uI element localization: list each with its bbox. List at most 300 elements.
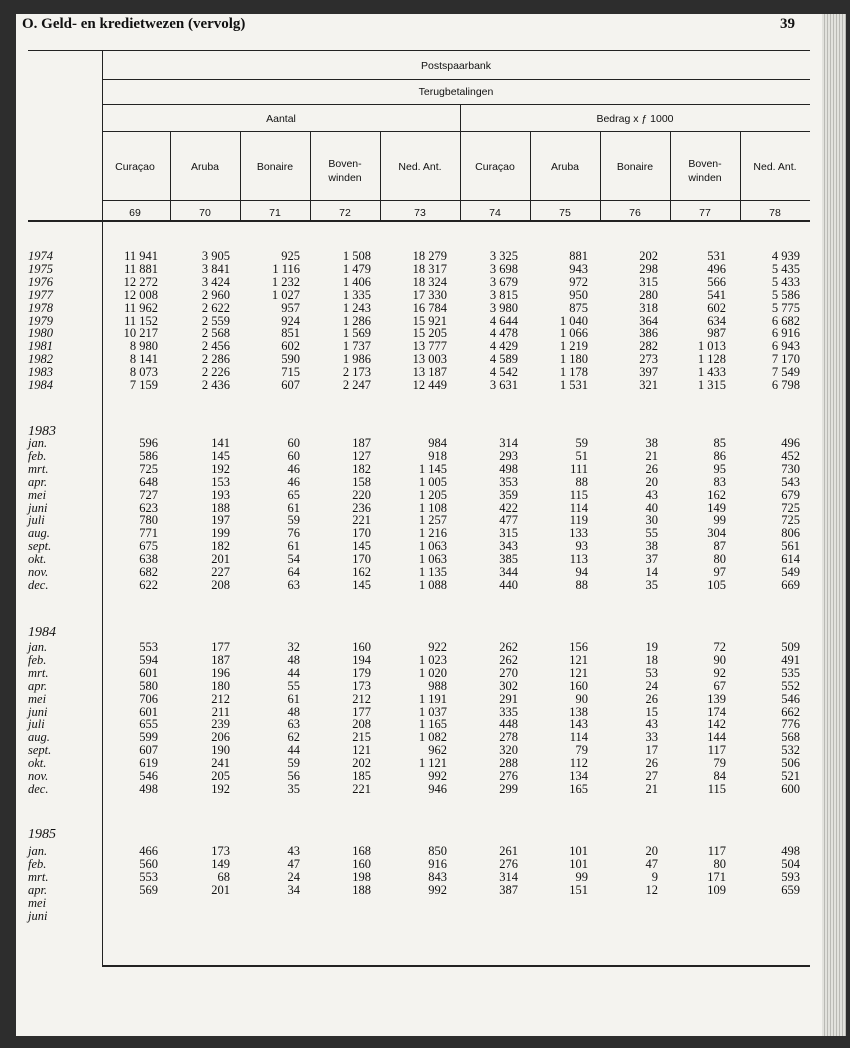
table-cell: 76: [287, 526, 300, 541]
row-label: feb.: [28, 448, 47, 463]
table-cell: 24: [287, 869, 300, 884]
row-label: mei: [28, 487, 47, 502]
table-cell: 6 916: [771, 326, 800, 341]
table-cell: 56: [287, 769, 300, 783]
table-cell: 47: [287, 856, 300, 871]
table-rule: [740, 131, 741, 221]
column-number: 71: [269, 207, 281, 219]
table-cell: 12: [645, 882, 658, 897]
column-number: 69: [129, 207, 141, 219]
table-cell: 111: [570, 461, 588, 476]
table-cell: 15 921: [412, 313, 447, 328]
book-page-edge: [822, 14, 846, 1036]
table-cell: 602: [707, 300, 726, 315]
header-section: Terugbetalingen: [418, 86, 494, 98]
column-header: Boven- winden: [688, 158, 722, 184]
table-cell: 227: [211, 565, 230, 579]
table-cell: 201: [211, 882, 230, 897]
table-cell: 101: [569, 856, 588, 871]
table-cell: 114: [569, 730, 588, 745]
table-cell: 498: [781, 844, 800, 858]
table-cell: 26: [645, 461, 658, 476]
table-cell: 19: [645, 640, 658, 654]
row-label: 1976: [28, 274, 53, 289]
table-cell: 730: [781, 461, 800, 476]
table-cell: 177: [352, 704, 371, 719]
table-cell: 1 128: [697, 352, 726, 367]
table-cell: 20: [645, 844, 658, 858]
row-label: sept.: [28, 539, 52, 554]
table-cell: 83: [713, 474, 726, 489]
table-cell: 1 013: [697, 339, 726, 354]
table-cell: 149: [211, 856, 230, 871]
table-cell: 212: [352, 691, 371, 706]
table-cell: 145: [211, 448, 230, 463]
table-cell: 552: [781, 678, 800, 693]
row-label: juni: [28, 908, 48, 923]
table-cell: 27: [645, 769, 658, 783]
table-cell: 3 980: [489, 300, 518, 315]
table-cell: 51: [575, 448, 588, 463]
table-cell: 168: [352, 844, 371, 858]
header-group-bedrag: Bedrag x ƒ 1000: [596, 113, 674, 125]
table-cell: 113: [569, 552, 588, 567]
table-cell: 18 317: [412, 261, 447, 276]
table-cell: 215: [352, 730, 371, 745]
table-cell: 315: [639, 274, 658, 289]
table-cell: 33: [645, 730, 658, 745]
table-cell: 43: [287, 844, 300, 858]
table-cell: 2 247: [342, 378, 371, 392]
table-cell: 599: [139, 730, 158, 745]
table-cell: 202: [639, 249, 658, 263]
table-cell: 622: [139, 577, 158, 592]
table-cell: 115: [707, 781, 726, 796]
table-cell: 11 152: [124, 313, 158, 328]
table-cell: 1 108: [418, 500, 447, 515]
row-label: juni: [28, 500, 48, 515]
table-cell: 881: [569, 249, 588, 263]
table-cell: 46: [287, 461, 300, 476]
column-header: Curaçao: [115, 161, 155, 173]
table-cell: 1 219: [559, 339, 588, 354]
table-cell: 10 217: [123, 326, 158, 341]
table-cell: 553: [139, 640, 158, 654]
table-cell: 1 027: [271, 287, 300, 302]
table-cell: 1 569: [342, 326, 371, 341]
row-label: sept.: [28, 743, 52, 758]
table-cell: 335: [499, 704, 518, 719]
table-rule: [102, 965, 810, 967]
table-cell: 59: [575, 436, 588, 450]
table-rule: [530, 131, 531, 221]
table-cell: 315: [499, 526, 518, 541]
table-cell: 506: [781, 756, 800, 771]
table-cell: 607: [139, 743, 158, 758]
table-cell: 67: [713, 678, 726, 693]
table-cell: 165: [569, 781, 588, 796]
table-cell: 1 063: [418, 552, 447, 567]
table-cell: 15: [645, 704, 658, 719]
table-cell: 162: [707, 487, 726, 502]
table-cell: 99: [575, 869, 588, 884]
table-cell: 80: [713, 552, 726, 567]
table-cell: 943: [569, 261, 588, 276]
table-cell: 2 173: [342, 365, 371, 380]
table-cell: 185: [352, 769, 371, 783]
row-label: aug.: [28, 526, 50, 541]
table-cell: 1 063: [418, 539, 447, 554]
table-cell: 88: [575, 474, 588, 489]
row-label: jan.: [28, 640, 48, 654]
table-cell: 221: [352, 781, 371, 796]
table-cell: 715: [281, 365, 300, 380]
page-number: 39: [780, 16, 795, 32]
row-label: 1981: [28, 339, 53, 354]
row-label: nov.: [28, 769, 49, 783]
row-label: juli: [28, 717, 45, 732]
table-cell: 4 478: [489, 326, 518, 341]
table-cell: 208: [352, 717, 371, 732]
table-cell: 992: [428, 882, 447, 897]
table-cell: 314: [499, 436, 518, 450]
table-cell: 59: [287, 756, 300, 771]
table-cell: 280: [639, 287, 658, 302]
table-cell: 601: [139, 704, 158, 719]
table-cell: 662: [781, 704, 800, 719]
table-cell: 18: [645, 652, 658, 667]
table-cell: 655: [139, 717, 158, 732]
table-cell: 607: [281, 378, 300, 392]
table-cell: 648: [139, 474, 158, 489]
column-header: Aruba: [190, 161, 220, 173]
row-label: 1979: [28, 313, 53, 328]
table-cell: 141: [211, 436, 230, 450]
table-cell: 144: [707, 730, 726, 745]
table-cell: 359: [499, 487, 518, 502]
table-rule: [380, 131, 381, 221]
table-cell: 3 679: [489, 274, 518, 289]
table-cell: 170: [352, 526, 371, 541]
table-cell: 4 542: [489, 365, 518, 380]
table-cell: 143: [569, 717, 588, 732]
table-cell: 634: [707, 313, 726, 328]
table-cell: 3 631: [489, 378, 518, 392]
table-cell: 601: [139, 665, 158, 680]
table-cell: 638: [139, 552, 158, 567]
table-cell: 134: [569, 769, 588, 783]
row-label: dec.: [28, 577, 49, 592]
table-cell: 1 205: [418, 487, 447, 502]
table-cell: 20: [645, 474, 658, 489]
table-cell: 197: [211, 513, 230, 528]
table-cell: 79: [713, 756, 726, 771]
group-label: 1983: [28, 424, 56, 439]
table-cell: 1 986: [342, 352, 371, 367]
table-cell: 3 698: [489, 261, 518, 276]
table-cell: 440: [499, 577, 518, 592]
table-cell: 194: [352, 652, 371, 667]
table-cell: 1 020: [418, 665, 447, 680]
table-cell: 950: [569, 287, 588, 302]
table-cell: 93: [575, 539, 588, 554]
table-cell: 160: [352, 856, 371, 871]
row-label: juli: [28, 513, 45, 528]
table-cell: 3 424: [201, 274, 230, 289]
table-cell: 12 449: [412, 378, 447, 392]
table-cell: 199: [211, 526, 230, 541]
table-cell: 1 082: [418, 730, 447, 745]
row-label: jan.: [28, 844, 48, 858]
table-cell: 602: [281, 339, 300, 354]
table-cell: 1 479: [342, 261, 371, 276]
table-cell: 282: [639, 339, 658, 354]
table-cell: 521: [781, 769, 800, 783]
table-rule: [600, 131, 601, 221]
table-cell: 5 586: [771, 287, 800, 302]
table-cell: 509: [781, 640, 800, 654]
table-cell: 198: [352, 869, 371, 884]
table-cell: 276: [499, 856, 518, 871]
table-cell: 201: [211, 552, 230, 567]
row-label: 1975: [28, 261, 53, 276]
row-label: 1980: [28, 326, 53, 341]
table-cell: 1 315: [697, 378, 726, 392]
table-rule: [670, 131, 671, 221]
table-cell: 95: [713, 461, 726, 476]
table-cell: 1 216: [418, 526, 447, 541]
table-cell: 3 325: [489, 249, 518, 263]
table-cell: 992: [428, 769, 447, 783]
table-rule: [102, 79, 810, 80]
table-cell: 535: [781, 665, 800, 680]
table-cell: 4 589: [489, 352, 518, 367]
column-number: 76: [629, 207, 641, 219]
table-cell: 725: [781, 500, 800, 515]
table-cell: 679: [781, 487, 800, 502]
table-cell: 35: [645, 577, 658, 592]
table-cell: 133: [569, 526, 588, 541]
table-cell: 1 088: [418, 577, 447, 592]
table-cell: 916: [428, 856, 447, 871]
table-cell: 138: [569, 704, 588, 719]
table-cell: 851: [281, 326, 300, 341]
table-cell: 11 881: [124, 261, 158, 276]
table-rule: [170, 131, 171, 221]
column-number: 77: [699, 207, 711, 219]
table-cell: 780: [139, 513, 158, 528]
table-cell: 3 905: [201, 249, 230, 263]
column-header: Aruba: [550, 161, 580, 173]
row-label: dec.: [28, 781, 49, 796]
table-cell: 61: [287, 691, 300, 706]
table-cell: 922: [428, 640, 447, 654]
table-cell: 586: [139, 448, 158, 463]
table-cell: 206: [211, 730, 230, 745]
group-label: 1984: [28, 625, 56, 640]
page-title: O. Geld- en kredietwezen (vervolg): [22, 16, 246, 32]
table-cell: 1 116: [272, 261, 300, 276]
table-cell: 121: [352, 743, 371, 758]
table-cell: 139: [707, 691, 726, 706]
column-number: 73: [414, 207, 426, 219]
table-cell: 1 066: [559, 326, 588, 341]
table-cell: 192: [211, 461, 230, 476]
table-cell: 386: [639, 326, 658, 341]
table-cell: 590: [281, 352, 300, 367]
table-cell: 925: [281, 249, 300, 263]
table-cell: 44: [287, 665, 300, 680]
table-cell: 957: [281, 300, 300, 315]
row-label: okt.: [28, 756, 47, 771]
table-cell: 4 644: [489, 313, 518, 328]
table-cell: 344: [499, 565, 518, 579]
table-cell: 321: [639, 378, 658, 392]
table-cell: 498: [499, 461, 518, 476]
table-cell: 452: [781, 448, 800, 463]
table-cell: 12 008: [123, 287, 158, 302]
row-label: 1978: [28, 300, 53, 315]
table-cell: 2 436: [201, 378, 230, 392]
table-cell: 448: [499, 717, 518, 732]
table-cell: 196: [211, 665, 230, 680]
table-cell: 298: [639, 261, 658, 276]
table-cell: 180: [211, 678, 230, 693]
table-cell: 850: [428, 844, 447, 858]
table-cell: 623: [139, 500, 158, 515]
row-label: apr.: [28, 474, 48, 489]
table-cell: 1 165: [418, 717, 447, 732]
table-cell: 17: [645, 743, 658, 758]
table-cell: 7 159: [129, 378, 158, 392]
table-cell: 918: [428, 448, 447, 463]
table-cell: 987: [707, 326, 726, 341]
table-cell: 614: [781, 552, 800, 567]
table-cell: 68: [217, 869, 230, 884]
table-cell: 566: [707, 274, 726, 289]
table-cell: 806: [781, 526, 800, 541]
table-cell: 364: [639, 313, 658, 328]
table-cell: 343: [499, 539, 518, 554]
table-cell: 8 141: [129, 352, 158, 367]
table-cell: 496: [781, 436, 800, 450]
row-label: 1984: [28, 378, 53, 392]
column-number: 72: [339, 207, 351, 219]
table-cell: 2 568: [201, 326, 230, 341]
column-header: Curaçao: [475, 161, 515, 173]
table-cell: 43: [645, 717, 658, 732]
table-cell: 15 205: [412, 326, 447, 341]
table-cell: 188: [352, 882, 371, 897]
table-cell: 99: [713, 513, 726, 528]
table-cell: 84: [713, 769, 726, 783]
table-cell: 1 286: [342, 313, 371, 328]
table-cell: 236: [352, 500, 371, 515]
row-label: 1974: [28, 249, 53, 263]
table-cell: 2 226: [201, 365, 230, 380]
table-cell: 90: [713, 652, 726, 667]
table-cell: 48: [287, 704, 300, 719]
table-cell: 546: [139, 769, 158, 783]
row-label: 1983: [28, 365, 53, 380]
table-cell: 112: [569, 756, 588, 771]
table-cell: 182: [211, 539, 230, 554]
table-cell: 105: [707, 577, 726, 592]
table-cell: 54: [287, 552, 300, 567]
table-cell: 776: [781, 717, 800, 732]
table-cell: 60: [287, 436, 300, 450]
table-cell: 85: [713, 436, 726, 450]
table-cell: 387: [499, 882, 518, 897]
table-cell: 546: [781, 691, 800, 706]
table-cell: 262: [499, 652, 518, 667]
table-cell: 1 433: [697, 365, 726, 380]
table-cell: 62: [287, 730, 300, 745]
row-label: feb.: [28, 856, 47, 871]
table-cell: 117: [707, 844, 726, 858]
table-cell: 86: [713, 448, 726, 463]
table-cell: 151: [569, 882, 588, 897]
table-cell: 3 841: [201, 261, 230, 276]
table-cell: 1 531: [559, 378, 588, 392]
table-cell: 318: [639, 300, 658, 315]
table-cell: 9: [651, 869, 658, 884]
table-cell: 87: [713, 539, 726, 554]
table-cell: 37: [645, 552, 658, 567]
table-cell: 212: [211, 691, 230, 706]
table-cell: 504: [781, 856, 800, 871]
table-rule: [102, 131, 810, 132]
table-cell: 46: [287, 474, 300, 489]
column-number: 78: [769, 207, 781, 219]
table-rule: [102, 104, 810, 105]
table-cell: 5 433: [771, 274, 800, 289]
table-cell: 291: [499, 691, 518, 706]
table-cell: 79: [575, 743, 588, 758]
table-cell: 18 279: [412, 249, 447, 263]
table-cell: 422: [499, 500, 518, 515]
table-cell: 48: [287, 652, 300, 667]
table-cell: 353: [499, 474, 518, 489]
table-cell: 596: [139, 436, 158, 450]
table-cell: 11 941: [124, 249, 158, 263]
row-label: juni: [28, 704, 48, 719]
table-cell: 1 232: [271, 274, 300, 289]
table-cell: 1 145: [418, 461, 447, 476]
table-cell: 1 257: [418, 513, 447, 528]
column-header: Bonaire: [256, 161, 294, 173]
table-cell: 187: [352, 436, 371, 450]
table-cell: 127: [352, 448, 371, 463]
table-cell: 80: [713, 856, 726, 871]
table-cell: 1 005: [418, 474, 447, 489]
column-header: Boven- winden: [328, 158, 362, 184]
table-cell: 669: [781, 577, 800, 592]
table-cell: 177: [211, 640, 230, 654]
row-label: 1982: [28, 352, 53, 367]
table-cell: 114: [569, 500, 588, 515]
row-label: 1977: [28, 287, 53, 302]
table-cell: 1 180: [559, 352, 588, 367]
table-cell: 293: [499, 448, 518, 463]
column-number: 74: [489, 207, 501, 219]
table-cell: 2 960: [201, 287, 230, 302]
table-cell: 397: [639, 365, 658, 380]
table-cell: 7 170: [771, 352, 800, 367]
column-header: Ned. Ant.: [753, 161, 797, 173]
row-label: aug.: [28, 730, 50, 745]
table-cell: 202: [352, 756, 371, 771]
